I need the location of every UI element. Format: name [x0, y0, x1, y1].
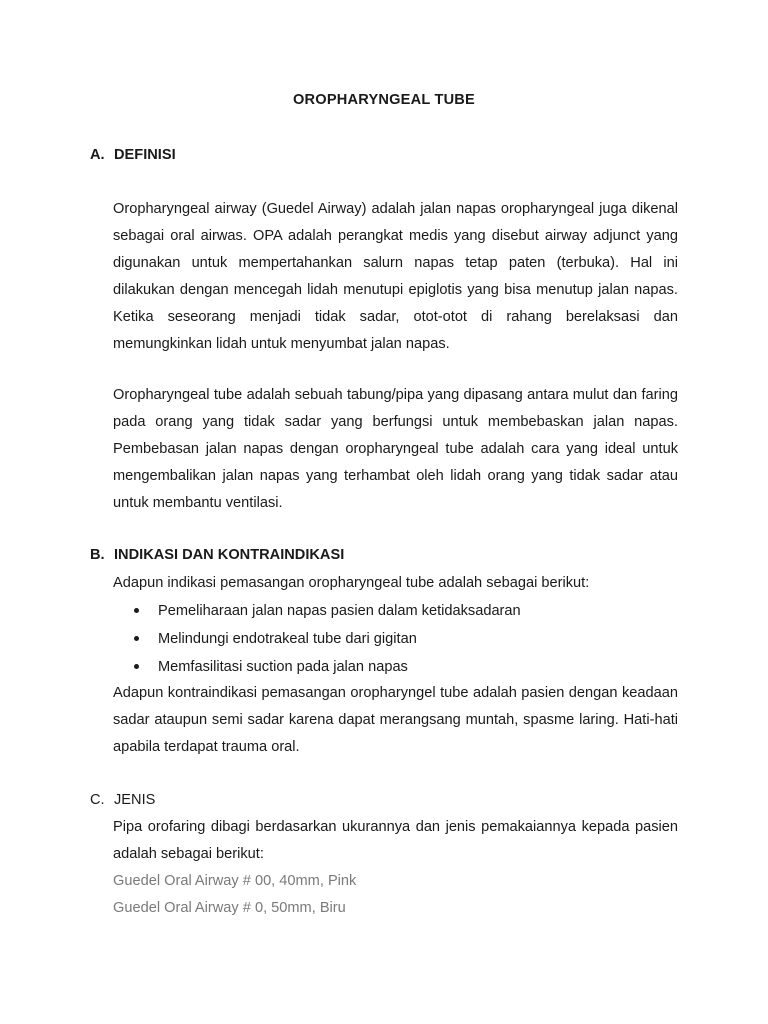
list-item: Melindungi endotrakeal tube dari gigitan — [113, 625, 521, 653]
document-title: OROPHARYNGEAL TUBE — [293, 92, 475, 108]
section-c-heading — [90, 792, 155, 808]
section-b-heading — [90, 547, 344, 563]
contraindication-paragraph: Adapun kontraindikasi pemasangan oropharyngel tube adalah pasien dengan keadaan sadar ataupun semi sadar karena dapat merangsang muntah, spasme laring. Hati-hati apabila terdapat trauma oral. — [113, 685, 678, 755]
indication-intro: Adapun indikasi pemasangan oropharyngeal tube adalah sebagai berikut: — [113, 575, 590, 591]
airway-type-item: Guedel Oral Airway # 00, 40mm, Pink — [113, 873, 357, 889]
types-intro: Pipa orofaring dibagi berdasarkan ukurannya dan jenis pemakaiannya kepada pasien adalah sebagai berikut: — [113, 819, 678, 862]
list-item: Pemeliharaan jalan napas pasien dalam ketidaksadaran — [113, 597, 521, 625]
section-b-letter: B. — [90, 547, 105, 563]
bullet-icon — [134, 664, 139, 669]
section-a-title: DEFINISI — [114, 147, 176, 163]
section-a-heading — [90, 147, 176, 163]
section-c-letter: C. — [90, 792, 105, 808]
bullet-icon — [134, 636, 139, 641]
definition-paragraph-1: Oropharyngeal airway (Guedel Airway) adalah jalan napas oropharyngeal juga dikenal sebagai oral airwas. OPA adalah perangkat medis yang disebut airway adjunct yang digunakan untuk mempertahankan salurn napas tetap paten (terbuka). Hal ini dilakukan dengan mencegah lidah menutupi epiglotis yang bisa menutup jalan napas. Ketika seseorang menjadi tidak sadar, otot-otot di rahang berelaksasi dan memungkinkan lidah untuk menyumbat jalan napas. — [113, 201, 678, 352]
definition-paragraph-2: Oropharyngeal tube adalah sebuah tabung/pipa yang dipasang antara mulut dan faring pada orang yang tidak sadar yang berfungsi untuk membebaskan jalan napas. Pembebasan jalan napas dengan oropharyngeal tube adalah cara yang ideal untuk mengembalikan jalan napas yang terhambat oleh lidah orang yang tidak sadar atau untuk membantu ventilasi. — [113, 387, 678, 511]
bullet-icon — [134, 608, 139, 613]
section-b-title: INDIKASI DAN KONTRAINDIKASI — [114, 547, 345, 563]
indication-list — [113, 597, 521, 681]
list-item: Memfasilitasi suction pada jalan napas — [113, 653, 521, 681]
section-c-title: JENIS — [114, 792, 156, 808]
airway-type-item: Guedel Oral Airway # 0, 50mm, Biru — [113, 900, 346, 916]
section-a-letter: A. — [90, 147, 105, 163]
